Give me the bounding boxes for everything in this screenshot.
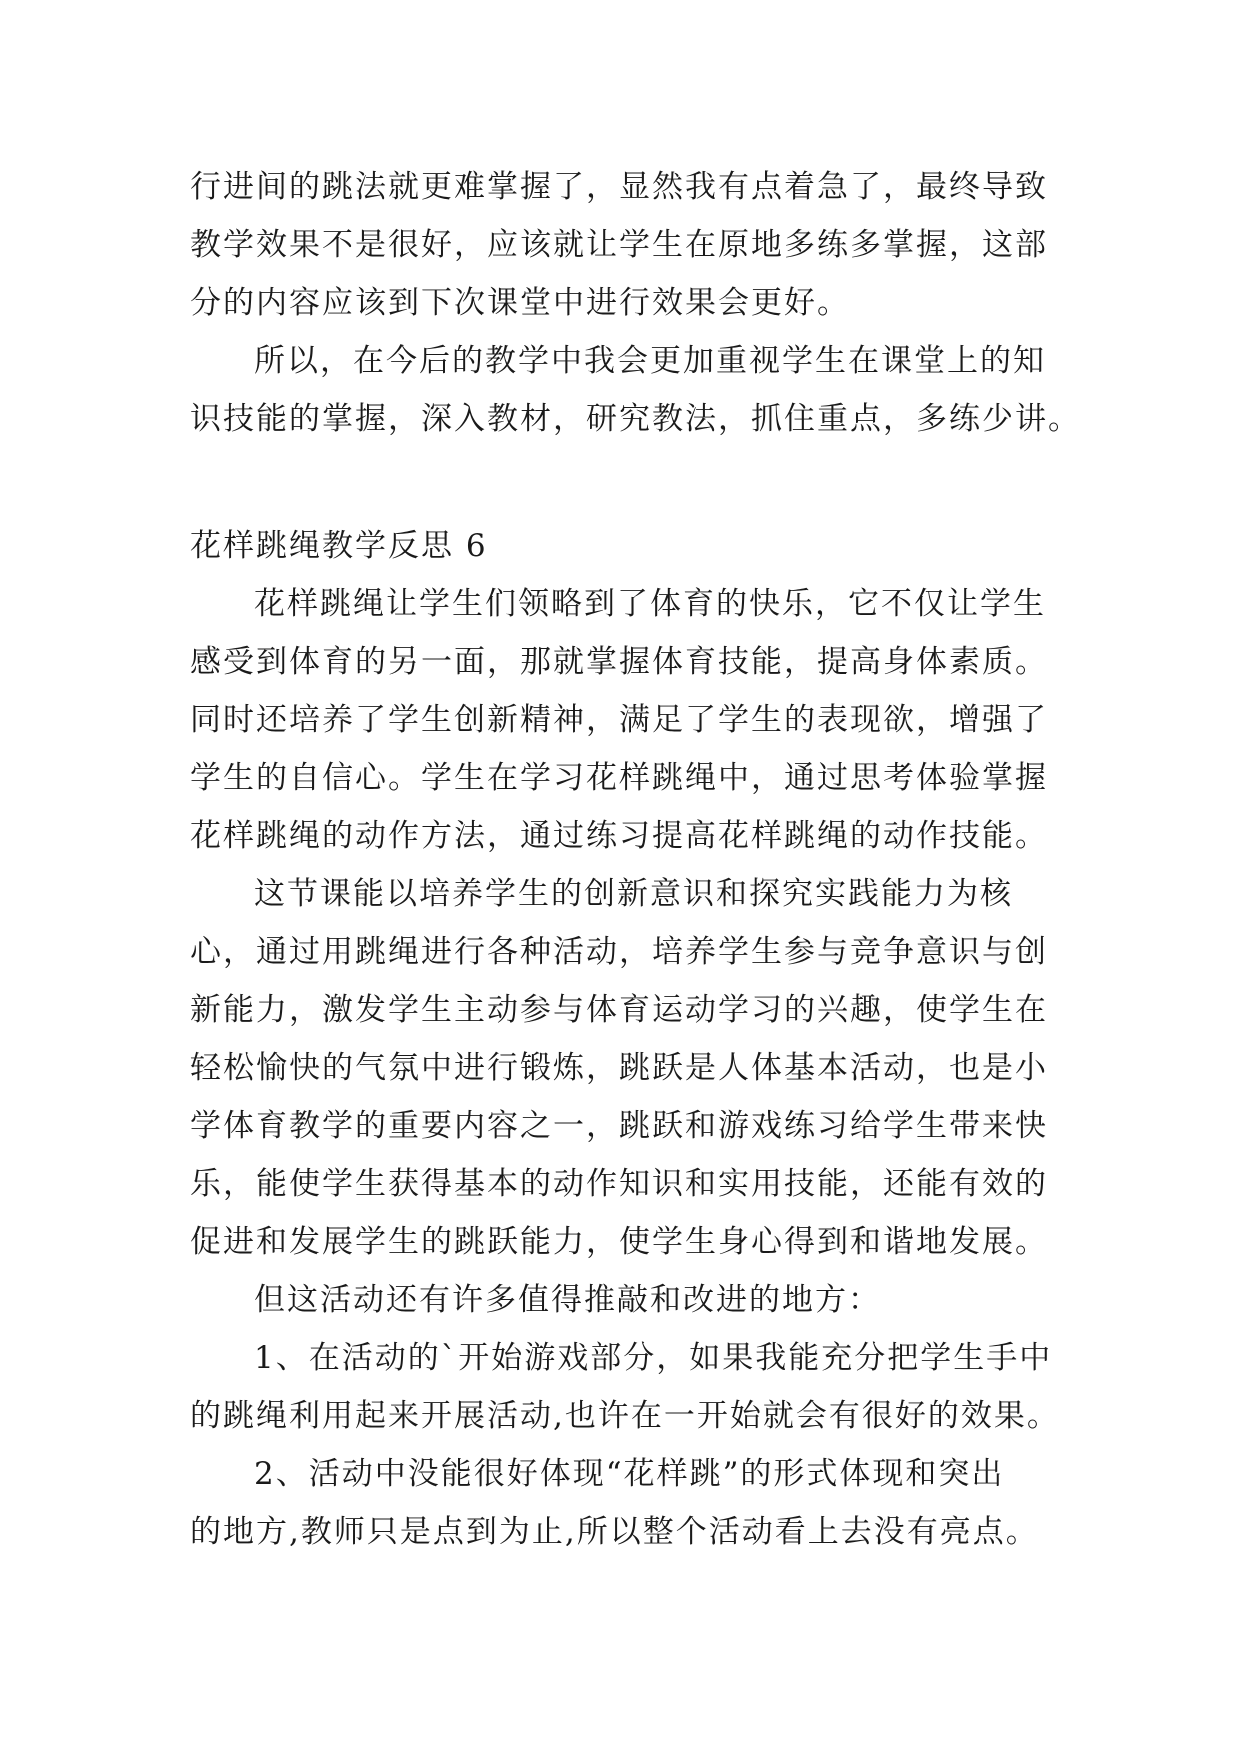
text-line: 新能力，激发学生主动参与体育运动学习的兴趣，使学生在 xyxy=(190,992,1048,1028)
text-line: 识技能的掌握，深入教材，研究教法，抓住重点，多练少讲。 xyxy=(190,401,1081,437)
text-line: 花样跳绳的动作方法，通过练习提高花样跳绳的动作技能。 xyxy=(190,818,1048,854)
text-line: 分的内容应该到下次课堂中进行效果会更好。 xyxy=(190,285,850,321)
text-line: 促进和发展学生的跳跃能力，使学生身心得到和谐地发展。 xyxy=(190,1224,1048,1260)
text-line: 1、在活动的`开始游戏部分，如果我能充分把学生手中 xyxy=(254,1340,1053,1376)
text-line: 学体育教学的重要内容之一，跳跃和游戏练习给学生带来快 xyxy=(190,1108,1048,1144)
text-line: 心，通过用跳绳进行各种活动，培养学生参与竞争意识与创 xyxy=(190,934,1048,970)
text-line: 感受到体育的另一面，那就掌握体育技能，提高身体素质。 xyxy=(190,644,1048,680)
body-text-top xyxy=(190,158,1081,448)
text-line: 行进间的跳法就更难掌握了，显然我有点着急了，最终导致 xyxy=(190,169,1048,205)
text-line: 同时还培养了学生创新精神，满足了学生的表现欲，增强了 xyxy=(190,702,1048,738)
text-line: 但这活动还有许多值得推敲和改进的地方： xyxy=(254,1282,881,1318)
section-heading: 花样跳绳教学反思 6 xyxy=(190,528,488,564)
text-line: 教学效果不是很好，应该就让学生在原地多练多掌握，这部 xyxy=(190,227,1048,263)
text-line: 花样跳绳让学生们领略到了体育的快乐，它不仅让学生 xyxy=(254,586,1046,622)
text-line: 轻松愉快的气氛中进行锻炼，跳跃是人体基本活动，也是小 xyxy=(190,1050,1048,1086)
text-line: 2、活动中没能很好体现“花样跳”的形式体现和突出 xyxy=(254,1456,1005,1492)
text-line: 乐，能使学生获得基本的动作知识和实用技能，还能有效的 xyxy=(190,1166,1048,1202)
text-line: 学生的自信心。学生在学习花样跳绳中，通过思考体验掌握 xyxy=(190,760,1048,796)
text-line: 这节课能以培养学生的创新意识和探究实践能力为核 xyxy=(254,876,1013,912)
text-line: 所以，在今后的教学中我会更加重视学生在课堂上的知 xyxy=(254,343,1046,379)
text-line: 的地方,教师只是点到为止,所以整个活动看上去没有亮点。 xyxy=(190,1514,1039,1550)
section-reflection-6 xyxy=(190,517,1070,1561)
text-line: 的跳绳利用起来开展活动,也许在一开始就会有很好的效果。 xyxy=(190,1398,1060,1434)
